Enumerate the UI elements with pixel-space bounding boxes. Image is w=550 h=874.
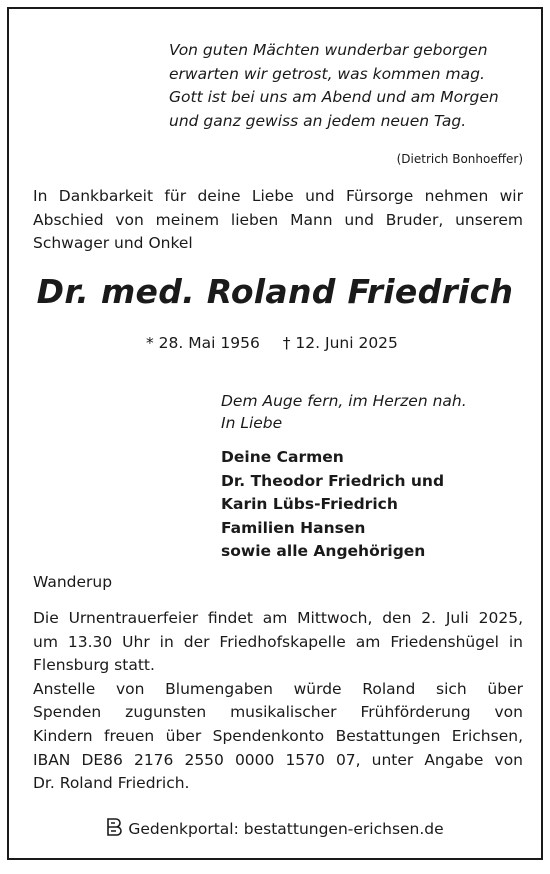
mourner: Karin Lübs-Friedrich (221, 495, 398, 513)
notice-line: um 13.30 Uhr in der Friedhofskapelle am Friedenshügel in (33, 632, 523, 651)
obituary-notice (7, 7, 543, 860)
death-date: † 12. Juni 2025 (282, 334, 398, 352)
farewell-line: Dem Auge fern, im Herzen nah. (221, 392, 467, 410)
poem-line: Von guten Mächten wunderbar geborgen (169, 41, 488, 59)
intro-line: In Dankbarkeit für deine Liebe und Fürsorge nehmen wir (33, 187, 523, 205)
deceased-name: Dr. med. Roland Friedrich (36, 272, 514, 311)
poem-line: Gott ist bei uns am Abend und am Morgen (169, 88, 499, 106)
mourner: sowie alle Angehörigen (221, 542, 426, 560)
place-name: Wanderup (33, 573, 113, 591)
portal-link[interactable]: Gedenkportal: bestattungen-erichsen.de (128, 820, 444, 838)
notice-line: Dr. Roland Friedrich. (33, 774, 190, 793)
mourner: Deine Carmen (221, 448, 344, 466)
memorial-portal (9, 817, 541, 841)
notice-line: IBAN DE86 2176 2550 0000 1570 07, unter Angabe von (33, 750, 523, 769)
life-dates (146, 334, 398, 352)
intro-text (33, 185, 523, 256)
notice-line: Flensburg statt. (33, 656, 155, 675)
farewell-text (221, 390, 467, 434)
intro-line: Abschied von meinem lieben Mann und Bruder, unserem (33, 210, 523, 229)
funeral-notice (33, 607, 523, 796)
poem-line: erwarten wir getrost, was kommen mag. (169, 64, 485, 83)
notice-line: Kindern freuen über Spendenkonto Bestattungen Erichsen, (33, 726, 523, 745)
mourner: Dr. Theodor Friedrich und (221, 471, 445, 490)
notice-line: Spenden zugunsten musikalischer Frühförderung von (33, 703, 523, 722)
poem (169, 39, 539, 133)
erichsen-logo-icon (106, 817, 122, 841)
intro-line: Schwager und Onkel (33, 234, 193, 252)
poem-author: (Dietrich Bonhoeffer) (396, 152, 523, 166)
birth-date: * 28. Mai 1956 (146, 334, 260, 352)
notice-line: Die Urnentrauerfeier findet am Mittwoch, den 2. Juli 2025, (33, 609, 523, 627)
poem-line: und ganz gewiss an jedem neuen Tag. (169, 111, 467, 130)
farewell-line: In Liebe (221, 414, 283, 432)
notice-line: Anstelle von Blumengaben würde Roland sich über (33, 679, 523, 698)
mourners-list (221, 446, 444, 564)
mourner: Familien Hansen (221, 518, 366, 537)
